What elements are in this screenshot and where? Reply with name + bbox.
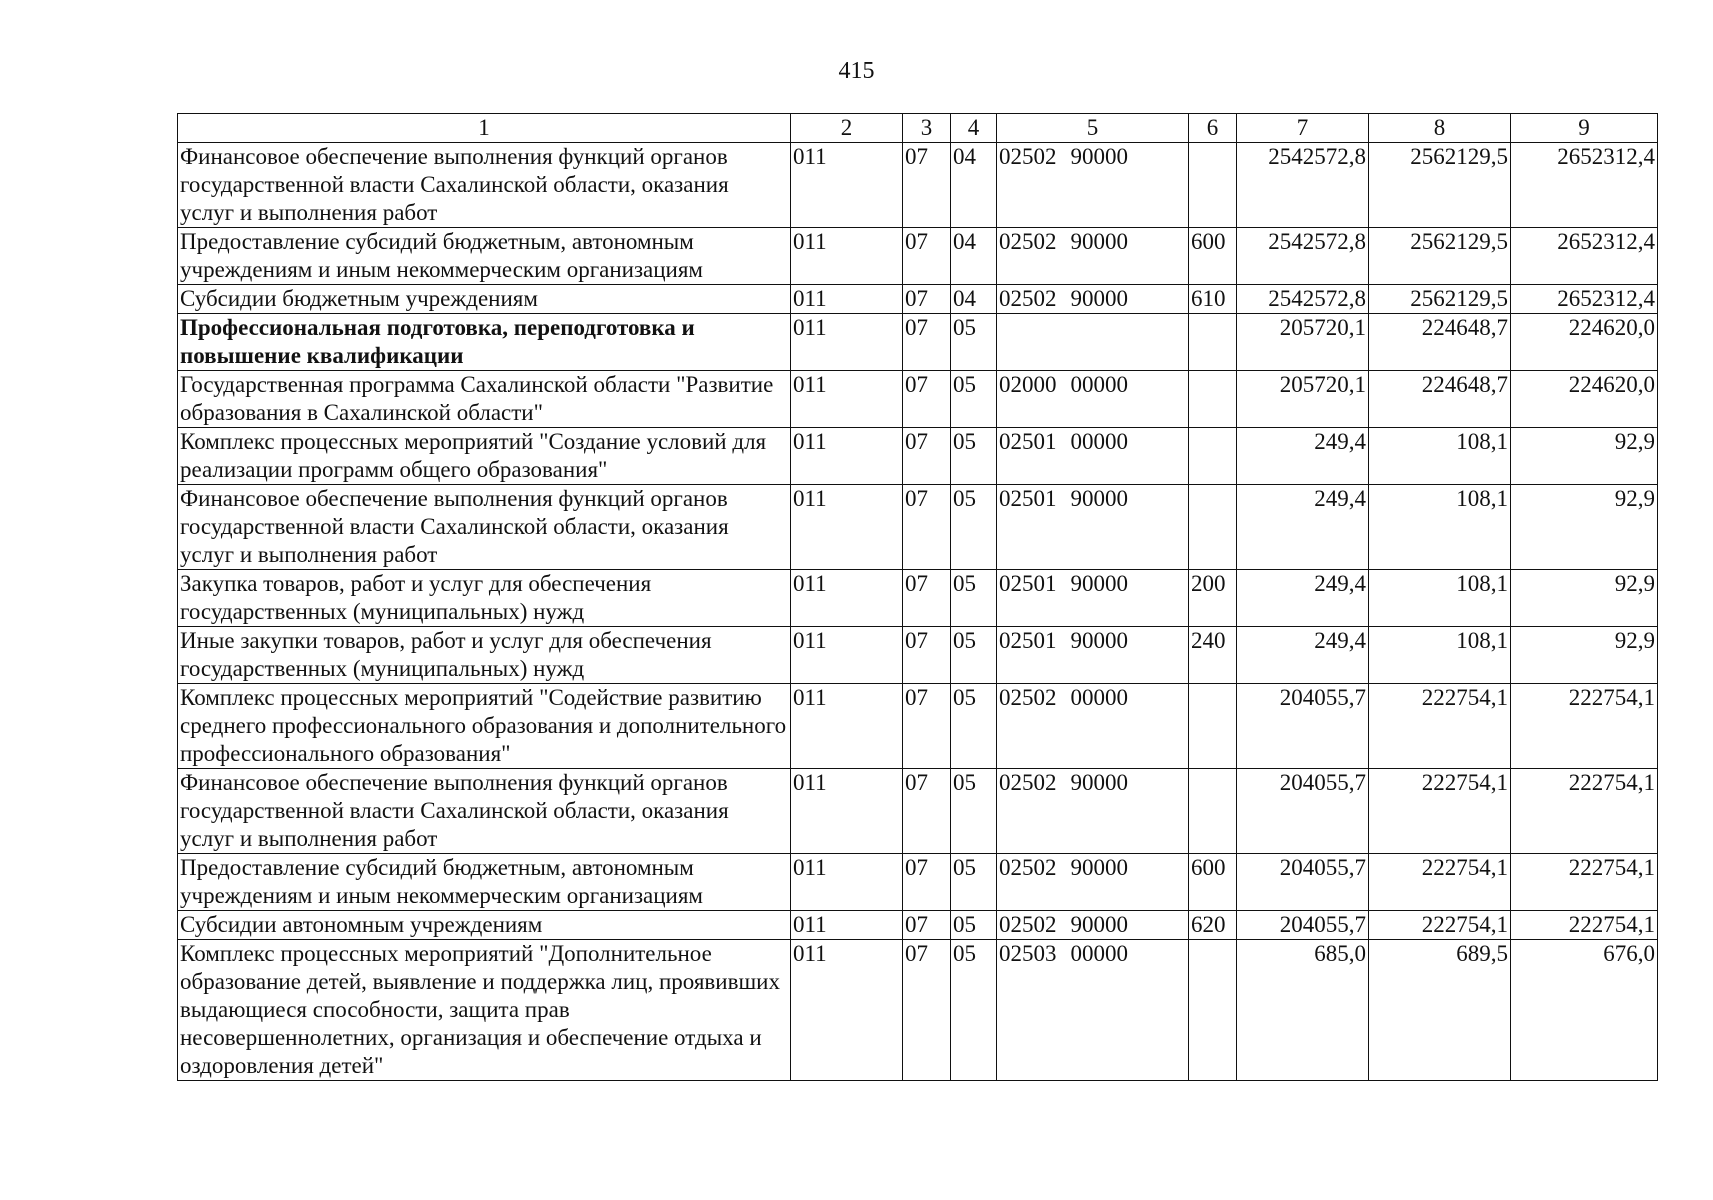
amount-col-7: 205720,1 bbox=[1237, 371, 1369, 428]
target-article-codes bbox=[999, 570, 1186, 598]
target-program-code: 02502 bbox=[999, 855, 1057, 880]
expense-type-code bbox=[1189, 684, 1237, 769]
table-row bbox=[178, 627, 1658, 684]
table-row bbox=[178, 143, 1658, 228]
row-name: Комплекс процессных мероприятий "Дополнительное образование детей, выявление и поддержка лиц, проявивших выдающиеся способности, защита прав несовершеннолетних, организация и обеспечение отдыха и оздоровления детей" bbox=[178, 940, 791, 1081]
target-program-code: 02000 bbox=[999, 372, 1057, 397]
table-row bbox=[178, 684, 1658, 769]
subsection-code: 05 bbox=[951, 940, 997, 1081]
row-name: Предоставление субсидий бюджетным, автономным учреждениям и иным некоммерческим организациям bbox=[178, 228, 791, 285]
amount-col-7: 2542572,8 bbox=[1237, 285, 1369, 314]
amount-col-9: 92,9 bbox=[1511, 570, 1658, 627]
expense-type-code bbox=[1189, 769, 1237, 854]
amount-col-7: 2542572,8 bbox=[1237, 228, 1369, 285]
section-code: 07 bbox=[903, 854, 951, 911]
ministry-code: 011 bbox=[791, 314, 903, 371]
row-name: Закупка товаров, работ и услуг для обеспечения государственных (муниципальных) нужд bbox=[178, 570, 791, 627]
amount-col-8: 689,5 bbox=[1369, 940, 1511, 1081]
amount-col-7: 205720,1 bbox=[1237, 314, 1369, 371]
amount-col-9: 224620,0 bbox=[1511, 314, 1658, 371]
section-code: 07 bbox=[903, 228, 951, 285]
ministry-code: 011 bbox=[791, 570, 903, 627]
table-row bbox=[178, 228, 1658, 285]
amount-col-8: 222754,1 bbox=[1369, 769, 1511, 854]
table-row bbox=[178, 769, 1658, 854]
subsection-code: 05 bbox=[951, 428, 997, 485]
amount-col-9: 2652312,4 bbox=[1511, 228, 1658, 285]
expense-type-code: 620 bbox=[1189, 911, 1237, 940]
amount-col-9: 2652312,4 bbox=[1511, 285, 1658, 314]
row-name: Субсидии автономным учреждениям bbox=[178, 911, 791, 940]
table-row bbox=[178, 911, 1658, 940]
table-row bbox=[178, 570, 1658, 627]
subsection-code: 05 bbox=[951, 627, 997, 684]
ministry-code: 011 bbox=[791, 911, 903, 940]
subsection-code: 05 bbox=[951, 570, 997, 627]
subsection-code: 05 bbox=[951, 485, 997, 570]
target-program-code: 02502 bbox=[999, 912, 1057, 937]
target-article-codes bbox=[999, 143, 1186, 171]
column-header: 4 bbox=[951, 114, 997, 143]
target-direction-code: 00000 bbox=[1070, 372, 1128, 397]
subsection-code: 05 bbox=[951, 371, 997, 428]
subsection-code: 05 bbox=[951, 314, 997, 371]
row-name: Государственная программа Сахалинской области "Развитие образования в Сахалинской области" bbox=[178, 371, 791, 428]
target-direction-code: 90000 bbox=[1070, 571, 1128, 596]
amount-col-8: 2562129,5 bbox=[1369, 228, 1511, 285]
subsection-code: 04 bbox=[951, 285, 997, 314]
target-article bbox=[997, 314, 1189, 371]
target-article bbox=[997, 570, 1189, 627]
amount-col-9: 222754,1 bbox=[1511, 684, 1658, 769]
amount-col-9: 222754,1 bbox=[1511, 911, 1658, 940]
amount-col-8: 222754,1 bbox=[1369, 684, 1511, 769]
target-article bbox=[997, 911, 1189, 940]
budget-table bbox=[177, 113, 1658, 1081]
table-row bbox=[178, 485, 1658, 570]
ministry-code: 011 bbox=[791, 428, 903, 485]
target-direction-code: 90000 bbox=[1070, 628, 1128, 653]
subsection-code: 05 bbox=[951, 911, 997, 940]
target-article bbox=[997, 485, 1189, 570]
expense-type-code: 600 bbox=[1189, 228, 1237, 285]
section-code: 07 bbox=[903, 428, 951, 485]
target-direction-code: 00000 bbox=[1070, 941, 1128, 966]
target-direction-code: 90000 bbox=[1070, 855, 1128, 880]
ministry-code: 011 bbox=[791, 940, 903, 1081]
amount-col-8: 108,1 bbox=[1369, 627, 1511, 684]
section-code: 07 bbox=[903, 627, 951, 684]
target-program-code: 02501 bbox=[999, 486, 1057, 511]
target-program-code: 02502 bbox=[999, 685, 1057, 710]
target-article bbox=[997, 428, 1189, 485]
target-article-codes bbox=[999, 627, 1186, 655]
section-code: 07 bbox=[903, 143, 951, 228]
section-code: 07 bbox=[903, 769, 951, 854]
ministry-code: 011 bbox=[791, 854, 903, 911]
amount-col-7: 204055,7 bbox=[1237, 684, 1369, 769]
expense-type-code bbox=[1189, 485, 1237, 570]
section-code: 07 bbox=[903, 911, 951, 940]
section-code: 07 bbox=[903, 285, 951, 314]
target-article bbox=[997, 940, 1189, 1081]
target-article bbox=[997, 143, 1189, 228]
target-program-code: 02503 bbox=[999, 941, 1057, 966]
amount-col-7: 204055,7 bbox=[1237, 769, 1369, 854]
expense-type-code: 600 bbox=[1189, 854, 1237, 911]
expense-type-code bbox=[1189, 428, 1237, 485]
target-article-codes bbox=[999, 684, 1186, 712]
target-article bbox=[997, 228, 1189, 285]
target-direction-code: 90000 bbox=[1070, 486, 1128, 511]
amount-col-8: 222754,1 bbox=[1369, 911, 1511, 940]
column-header: 3 bbox=[903, 114, 951, 143]
amount-col-7: 204055,7 bbox=[1237, 911, 1369, 940]
column-header: 9 bbox=[1511, 114, 1658, 143]
table-row bbox=[178, 285, 1658, 314]
ministry-code: 011 bbox=[791, 769, 903, 854]
amount-col-8: 224648,7 bbox=[1369, 371, 1511, 428]
amount-col-9: 224620,0 bbox=[1511, 371, 1658, 428]
row-name: Субсидии бюджетным учреждениям bbox=[178, 285, 791, 314]
amount-col-8: 2562129,5 bbox=[1369, 285, 1511, 314]
table-row bbox=[178, 314, 1658, 371]
ministry-code: 011 bbox=[791, 371, 903, 428]
amount-col-7: 2542572,8 bbox=[1237, 143, 1369, 228]
amount-col-7: 249,4 bbox=[1237, 428, 1369, 485]
amount-col-8: 108,1 bbox=[1369, 485, 1511, 570]
amount-col-8: 108,1 bbox=[1369, 428, 1511, 485]
target-article bbox=[997, 854, 1189, 911]
target-article bbox=[997, 285, 1189, 314]
subsection-code: 05 bbox=[951, 769, 997, 854]
target-direction-code: 90000 bbox=[1070, 770, 1128, 795]
target-program-code: 02501 bbox=[999, 571, 1057, 596]
row-name: Финансовое обеспечение выполнения функций органов государственной власти Сахалинской области, оказания услуг и выполнения работ bbox=[178, 143, 791, 228]
column-number-row bbox=[178, 114, 1658, 143]
subsection-code: 04 bbox=[951, 228, 997, 285]
column-header: 2 bbox=[791, 114, 903, 143]
table-row bbox=[178, 371, 1658, 428]
section-code: 07 bbox=[903, 570, 951, 627]
target-article-codes bbox=[999, 285, 1186, 313]
amount-col-8: 224648,7 bbox=[1369, 314, 1511, 371]
column-header: 8 bbox=[1369, 114, 1511, 143]
target-article-codes bbox=[999, 428, 1186, 456]
section-code: 07 bbox=[903, 485, 951, 570]
expense-type-code: 200 bbox=[1189, 570, 1237, 627]
target-direction-code: 00000 bbox=[1070, 429, 1128, 454]
column-header: 1 bbox=[178, 114, 791, 143]
expense-type-code bbox=[1189, 143, 1237, 228]
row-name: Финансовое обеспечение выполнения функций органов государственной власти Сахалинской области, оказания услуг и выполнения работ bbox=[178, 769, 791, 854]
amount-col-9: 92,9 bbox=[1511, 428, 1658, 485]
ministry-code: 011 bbox=[791, 285, 903, 314]
target-article bbox=[997, 684, 1189, 769]
target-program-code: 02502 bbox=[999, 229, 1057, 254]
table-row bbox=[178, 428, 1658, 485]
row-name: Финансовое обеспечение выполнения функций органов государственной власти Сахалинской области, оказания услуг и выполнения работ bbox=[178, 485, 791, 570]
target-direction-code: 90000 bbox=[1070, 144, 1128, 169]
amount-col-9: 92,9 bbox=[1511, 627, 1658, 684]
target-program-code: 02502 bbox=[999, 286, 1057, 311]
amount-col-7: 204055,7 bbox=[1237, 854, 1369, 911]
target-article bbox=[997, 371, 1189, 428]
row-name: Комплекс процессных мероприятий "Создание условий для реализации программ общего образования" bbox=[178, 428, 791, 485]
subsection-code: 04 bbox=[951, 143, 997, 228]
target-article-codes bbox=[999, 769, 1186, 797]
section-code: 07 bbox=[903, 371, 951, 428]
target-article-codes bbox=[999, 940, 1186, 968]
column-header: 5 bbox=[997, 114, 1189, 143]
target-article bbox=[997, 769, 1189, 854]
row-name: Предоставление субсидий бюджетным, автономным учреждениям и иным некоммерческим организациям bbox=[178, 854, 791, 911]
amount-col-7: 249,4 bbox=[1237, 627, 1369, 684]
target-article-codes bbox=[999, 854, 1186, 882]
section-code: 07 bbox=[903, 314, 951, 371]
section-code: 07 bbox=[903, 684, 951, 769]
amount-col-9: 222754,1 bbox=[1511, 854, 1658, 911]
expense-type-code: 610 bbox=[1189, 285, 1237, 314]
column-header: 6 bbox=[1189, 114, 1237, 143]
ministry-code: 011 bbox=[791, 228, 903, 285]
amount-col-9: 2652312,4 bbox=[1511, 143, 1658, 228]
amount-col-8: 108,1 bbox=[1369, 570, 1511, 627]
row-name: Профессиональная подготовка, переподготовка и повышение квалификации bbox=[178, 314, 791, 371]
target-direction-code: 90000 bbox=[1070, 286, 1128, 311]
ministry-code: 011 bbox=[791, 485, 903, 570]
subsection-code: 05 bbox=[951, 684, 997, 769]
amount-col-9: 222754,1 bbox=[1511, 769, 1658, 854]
column-header: 7 bbox=[1237, 114, 1369, 143]
expense-type-code bbox=[1189, 314, 1237, 371]
page-number: 415 bbox=[838, 58, 875, 84]
table-row bbox=[178, 940, 1658, 1081]
expense-type-code bbox=[1189, 371, 1237, 428]
target-program-code: 02501 bbox=[999, 429, 1057, 454]
section-code: 07 bbox=[903, 940, 951, 1081]
target-article-codes bbox=[999, 911, 1186, 939]
row-name: Комплекс процессных мероприятий "Содействие развитию среднего профессионального образования и дополнительного профессионального образования" bbox=[178, 684, 791, 769]
amount-col-7: 249,4 bbox=[1237, 485, 1369, 570]
row-name: Иные закупки товаров, работ и услуг для обеспечения государственных (муниципальных) нужд bbox=[178, 627, 791, 684]
target-article-codes bbox=[999, 485, 1186, 513]
target-program-code: 02502 bbox=[999, 770, 1057, 795]
ministry-code: 011 bbox=[791, 627, 903, 684]
target-direction-code: 90000 bbox=[1070, 912, 1128, 937]
target-direction-code: 00000 bbox=[1070, 685, 1128, 710]
subsection-code: 05 bbox=[951, 854, 997, 911]
target-article bbox=[997, 627, 1189, 684]
amount-col-7: 249,4 bbox=[1237, 570, 1369, 627]
target-article-codes bbox=[999, 228, 1186, 256]
expense-type-code bbox=[1189, 940, 1237, 1081]
expense-type-code: 240 bbox=[1189, 627, 1237, 684]
target-program-code: 02502 bbox=[999, 144, 1057, 169]
amount-col-8: 222754,1 bbox=[1369, 854, 1511, 911]
ministry-code: 011 bbox=[791, 684, 903, 769]
amount-col-7: 685,0 bbox=[1237, 940, 1369, 1081]
ministry-code: 011 bbox=[791, 143, 903, 228]
amount-col-8: 2562129,5 bbox=[1369, 143, 1511, 228]
target-article-codes bbox=[999, 371, 1186, 399]
target-direction-code: 90000 bbox=[1070, 229, 1128, 254]
amount-col-9: 92,9 bbox=[1511, 485, 1658, 570]
amount-col-9: 676,0 bbox=[1511, 940, 1658, 1081]
target-program-code: 02501 bbox=[999, 628, 1057, 653]
table-row bbox=[178, 854, 1658, 911]
